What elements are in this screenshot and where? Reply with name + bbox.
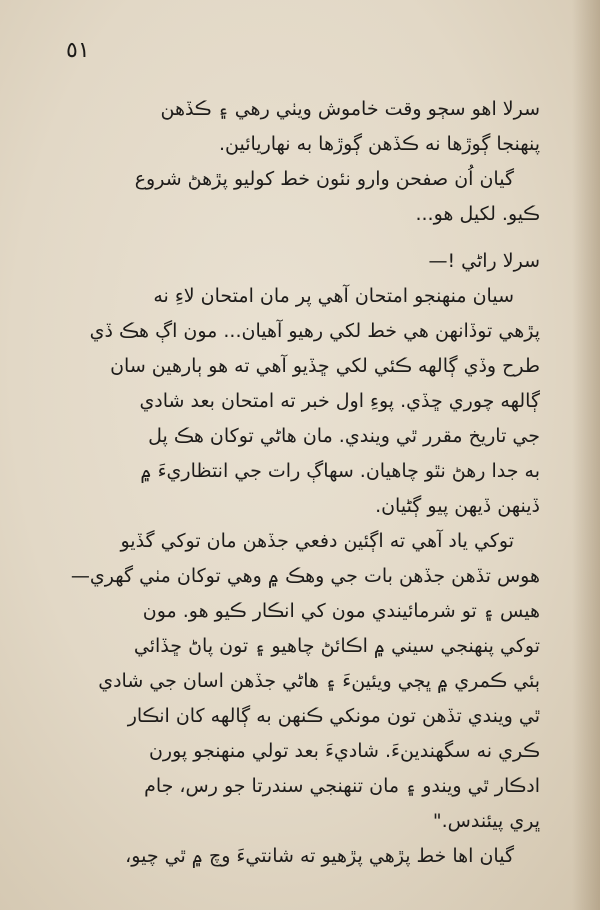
text-line: ادڪار ٿي ويندو ۽ مان تنهنجي سندرتا جو رس، جام xyxy=(144,775,540,797)
page-edge-shadow xyxy=(572,0,600,910)
text-line: پڙهي توڏانهن هي خط لکي رهيو آهيان... مون اڳ هڪ ڏي xyxy=(89,320,540,342)
text-line: گيان اها خط پڙهي پڙهيو ته شانتيءَ وچ ۾ ٿي چيو، xyxy=(125,845,514,867)
body-text xyxy=(58,92,540,874)
text-line: جي تاريخ مقرر ٿي ويندي. مان هاڻي توکان هڪ پل xyxy=(148,425,540,447)
text-line: توکي پنهنجي سيني ۾ اڪائڻ چاهيو ۽ تون پاڻ ڇڏائي xyxy=(133,635,540,657)
text-line: طرح وڏي ڳالهه ڪئي لکي ڇڏيو آهي ته هو ٻارهين سان xyxy=(110,355,540,377)
text-line: ڏينهن ڏيهن پيو ڳڻيان. xyxy=(375,495,540,517)
text-line: سيان منهنجو امتحان آهي پر مان امتحان لاءِ نه xyxy=(153,285,514,307)
text-line: هوس تڏهن جڏهن بات جي وهڪ ۾ وهي توکان مٺي گهري— xyxy=(70,565,540,587)
text-line: سرلا اهو سڄو وقت خاموش ويٺي رهي ۽ ڪڏهن xyxy=(160,98,540,120)
text-line: پنهنجا ڳوڙها نه ڪڏهن ڳوڙها به نهاريائين. xyxy=(218,133,540,155)
text-line: گيان اُن صفحن وارو نئون خط کوليو پڙهڻ شروع xyxy=(134,168,514,190)
text-line: ڀري پيئندس." xyxy=(432,810,540,832)
text-line: ٻئي ڪمري ۾ ڀڄي ويئينءَ ۽ هاڻي جڏهن اسان جي شادي xyxy=(98,670,540,692)
text-line: ڳالهه چوري ڇڏي. پوءِ اول خبر ته امتحان بعد شادي xyxy=(139,390,540,412)
text-line: ڪري نه سگهندينءَ. شاديءَ بعد تولي منهنجو پورن xyxy=(148,740,540,762)
text-line: سرلا راڻي !— xyxy=(428,250,540,272)
text-line: ڪيو. لکيل هو... xyxy=(415,203,540,225)
text-line: ٿي ويندي تڏهن تون مونکي ڪنهن به ڳالهه کان انڪار xyxy=(127,705,540,727)
paragraph-gap xyxy=(58,232,540,244)
text-line: به جدا رهڻ نٿو چاهيان. سهاڳ رات جي انتظاريءَ ۾ xyxy=(140,460,540,482)
page-number: ٥١ xyxy=(66,38,90,63)
text-line: توکي ياد آهي ته اڳئين دفعي جڏهن مان توکي گڏيو xyxy=(120,530,514,552)
text-line: هيس ۽ تو شرمائيندي مون کي انڪار ڪيو هو. مون xyxy=(142,600,540,622)
